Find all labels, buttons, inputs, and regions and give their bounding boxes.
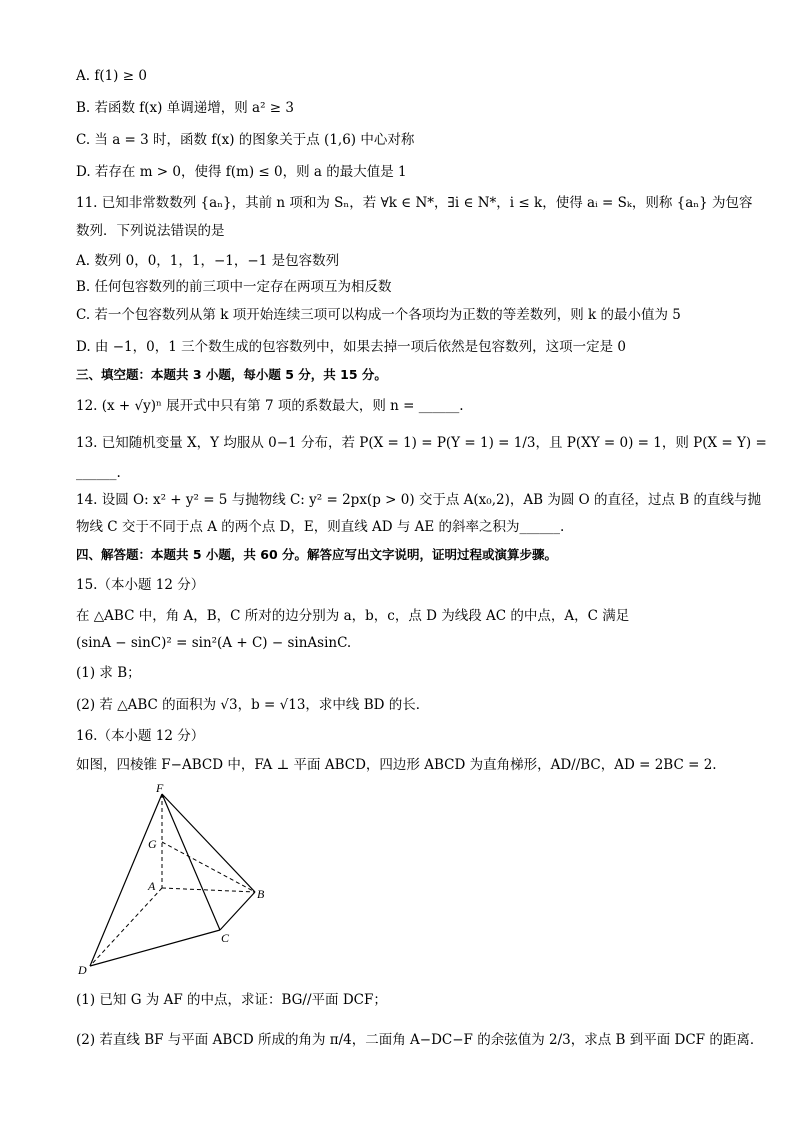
- edge-ad: [90, 888, 162, 966]
- question-11-stem-cont: 数列．下列说法错误的是: [76, 223, 225, 239]
- option-11a: A. 数列 0，0，1，1，−1，−1 是包容数列: [76, 253, 340, 269]
- question-15-stem: 在 △ABC 中，角 A，B，C 所对的边分别为 a，b，c，点 D 为线段 AC 的中点，A，C 满足: [76, 608, 630, 624]
- question-16-header: 16.（本小题 12 分）: [76, 728, 205, 744]
- label-c: C: [221, 931, 230, 945]
- option-10d: D. 若存在 m > 0，使得 f(m) ≤ 0，则 a 的最大值是 1: [76, 164, 407, 180]
- question-13-blank: ______.: [76, 465, 121, 481]
- edge-gb: [162, 842, 255, 892]
- question-15-part1: (1) 求 B；: [76, 665, 141, 681]
- question-15-part2: (2) 若 △ABC 的面积为 √3，b = √13，求中线 BD 的长．: [76, 697, 430, 713]
- question-15-header: 15.（本小题 12 分）: [76, 577, 205, 593]
- option-11d: D. 由 −1，0，1 三个数生成的包容数列中，如果去掉一项后依然是包容数列，这项一定是 0: [76, 339, 626, 355]
- section-solution-heading: 四、解答题：本题共 5 小题，共 60 分。解答应写出文字说明，证明过程或演算步骤。: [76, 547, 558, 562]
- label-f: F: [156, 782, 164, 795]
- option-10b: B. 若函数 f(x) 单调递增，则 a² ≥ 3: [76, 100, 294, 116]
- pyramid-diagram: [70, 782, 280, 982]
- label-b: B: [257, 887, 265, 901]
- question-16-part1: (1) 已知 G 为 AF 的中点，求证：BG//平面 DCF；: [76, 992, 387, 1008]
- option-11c: C. 若一个包容数列从第 k 项开始连续三项可以构成一个各项均为正数的等差数列，则 k 的最小值为 5: [76, 307, 681, 323]
- question-15-equation: (sinA − sinC)² = sin²(A + C) − sinAsinC.: [76, 635, 352, 651]
- question-13: 13. 已知随机变量 X，Y 均服从 0−1 分布，若 P(X = 1) = P(Y = 1) = 1/3，且 P(XY = 0) = 1，则 P(X = Y) =: [76, 435, 767, 451]
- pyramid-figure: [70, 782, 280, 982]
- question-11-stem: 11. 已知非常数数列 {aₙ}，其前 n 项和为 Sₙ，若 ∀k ∈ N*，∃i ∈ N*，i ≤ k，使得 aᵢ = Sₖ，则称 {aₙ} 为包容: [76, 195, 753, 211]
- label-g: G: [148, 837, 157, 851]
- question-12: 12. (x + √y)ⁿ 展开式中只有第 7 项的系数最大，则 n = ______.: [76, 398, 464, 414]
- question-14-cont: 物线 C 交于不同于点 A 的两个点 D，E，则直线 AD 与 AE 的斜率之积为______.: [76, 519, 565, 535]
- edge-cb: [220, 892, 255, 930]
- question-14: 14. 设圆 O: x² + y² = 5 与抛物线 C: y² = 2px(p > 0) 交于点 A(x₀,2)，AB 为圆 O 的直径，过点 B 的直线与抛: [76, 492, 761, 508]
- edge-fc: [162, 794, 220, 930]
- edge-ab: [162, 888, 255, 892]
- label-d: D: [78, 963, 87, 977]
- question-16-stem: 如图，四棱锥 F−ABCD 中，FA ⊥ 平面 ABCD，四边形 ABCD 为直角梯形，AD//BC，AD = 2BC = 2.: [76, 757, 717, 773]
- option-10c: C. 当 a = 3 时，函数 f(x) 的图象关于点 (1,6) 中心对称: [76, 132, 415, 148]
- option-11b: B. 任何包容数列的前三项中一定存在两项互为相反数: [76, 279, 392, 295]
- question-16-part2: (2) 若直线 BF 与平面 ABCD 所成的角为 π/4，二面角 A−DC−F 的余弦值为 2/3，求点 B 到平面 DCF 的距离．: [76, 1032, 764, 1048]
- edge-fb: [162, 794, 255, 892]
- section-fill-in-heading: 三、填空题：本题共 3 小题，每小题 5 分，共 15 分。: [76, 367, 387, 382]
- edge-dc: [90, 930, 220, 966]
- label-a: A: [148, 879, 156, 893]
- option-10a: A. f(1) ≥ 0: [76, 68, 147, 84]
